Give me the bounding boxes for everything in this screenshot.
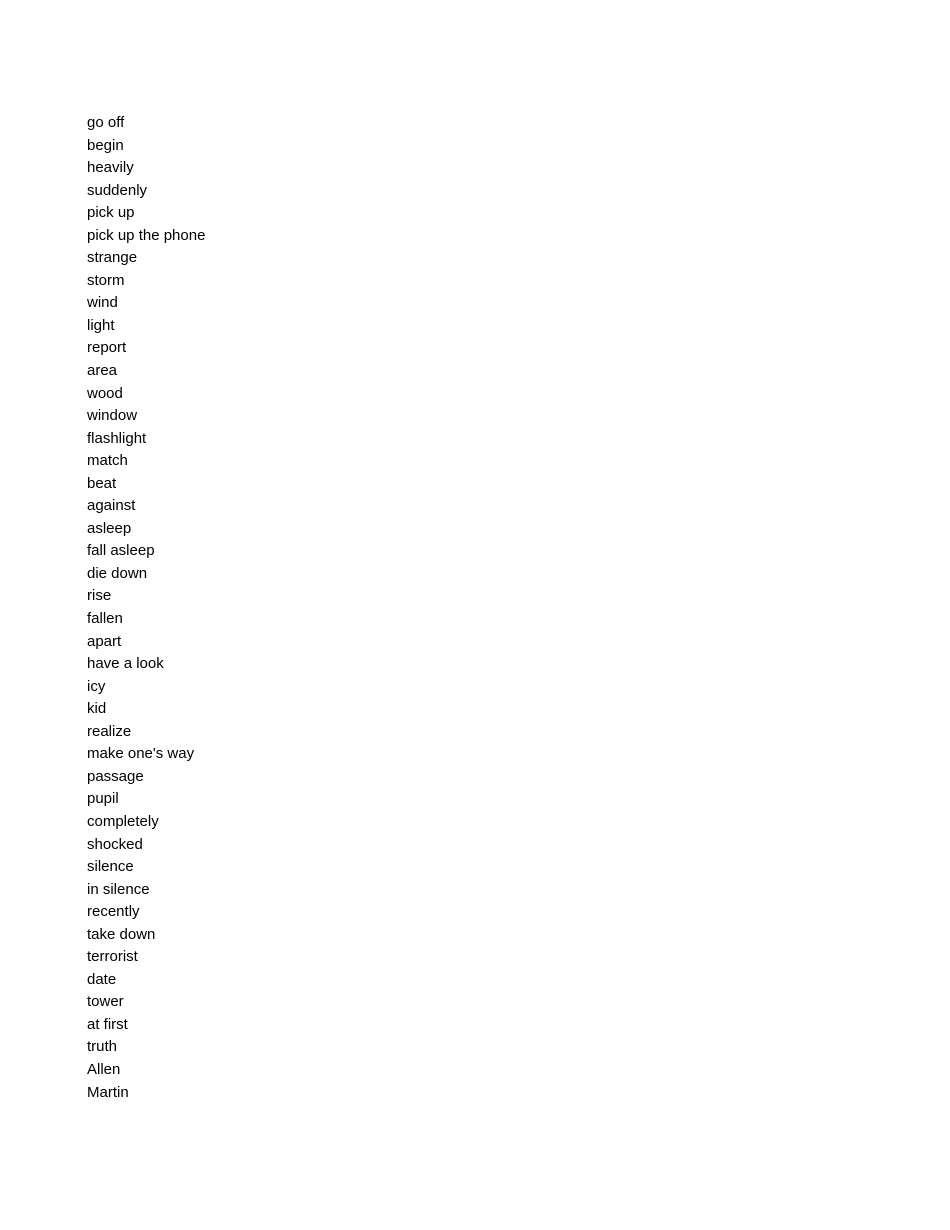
vocabulary-word: wood bbox=[87, 384, 123, 402]
vocabulary-word: storm bbox=[87, 271, 125, 289]
vocabulary-word: in silence bbox=[87, 880, 150, 898]
vocabulary-word: beat bbox=[87, 474, 117, 492]
vocabulary-word: strange bbox=[87, 249, 138, 267]
vocabulary-word: Martin bbox=[87, 1083, 129, 1101]
vocabulary-word: heavily bbox=[87, 159, 134, 177]
vocabulary-word: flashlight bbox=[87, 429, 147, 447]
vocabulary-word: pick up bbox=[87, 204, 135, 222]
vocabulary-word: make one's way bbox=[87, 745, 195, 763]
vocabulary-word: go off bbox=[87, 114, 125, 131]
vocabulary-word: tower bbox=[87, 993, 124, 1011]
vocabulary-word: recently bbox=[87, 903, 140, 921]
vocabulary-word: completely bbox=[87, 812, 159, 830]
vocabulary-word: against bbox=[87, 497, 136, 515]
vocabulary-word: apart bbox=[87, 632, 122, 650]
vocabulary-word: fallen bbox=[87, 610, 123, 628]
vocabulary-word: shocked bbox=[87, 835, 143, 853]
vocabulary-word: realize bbox=[87, 722, 132, 740]
vocabulary-word: kid bbox=[87, 700, 107, 718]
vocabulary-word: Allen bbox=[87, 1060, 121, 1078]
vocabulary-word: report bbox=[87, 339, 127, 357]
vocabulary-list bbox=[87, 112, 205, 1104]
vocabulary-word: have a look bbox=[87, 655, 164, 673]
vocabulary-word: silence bbox=[87, 858, 134, 876]
vocabulary-word: take down bbox=[87, 925, 156, 943]
vocabulary-word: at first bbox=[87, 1015, 128, 1033]
vocabulary-word: asleep bbox=[87, 519, 132, 537]
vocabulary-word: pupil bbox=[87, 790, 119, 808]
vocabulary-word: suddenly bbox=[87, 181, 148, 199]
vocabulary-word: die down bbox=[87, 564, 148, 582]
vocabulary-word: icy bbox=[87, 677, 106, 695]
vocabulary-word: begin bbox=[87, 136, 124, 154]
vocabulary-word: area bbox=[87, 362, 118, 380]
vocabulary-word: wind bbox=[87, 294, 118, 312]
vocabulary-word: light bbox=[87, 316, 115, 334]
vocabulary-word: terrorist bbox=[87, 948, 138, 966]
vocabulary-word: pick up the phone bbox=[87, 226, 206, 244]
vocabulary-word: rise bbox=[87, 587, 112, 605]
vocabulary-word: match bbox=[87, 452, 128, 470]
vocabulary-word: passage bbox=[87, 767, 144, 785]
vocabulary-word: window bbox=[87, 407, 138, 425]
vocabulary-word: fall asleep bbox=[87, 542, 155, 560]
vocabulary-word: date bbox=[87, 970, 117, 988]
vocabulary-word: truth bbox=[87, 1038, 118, 1056]
